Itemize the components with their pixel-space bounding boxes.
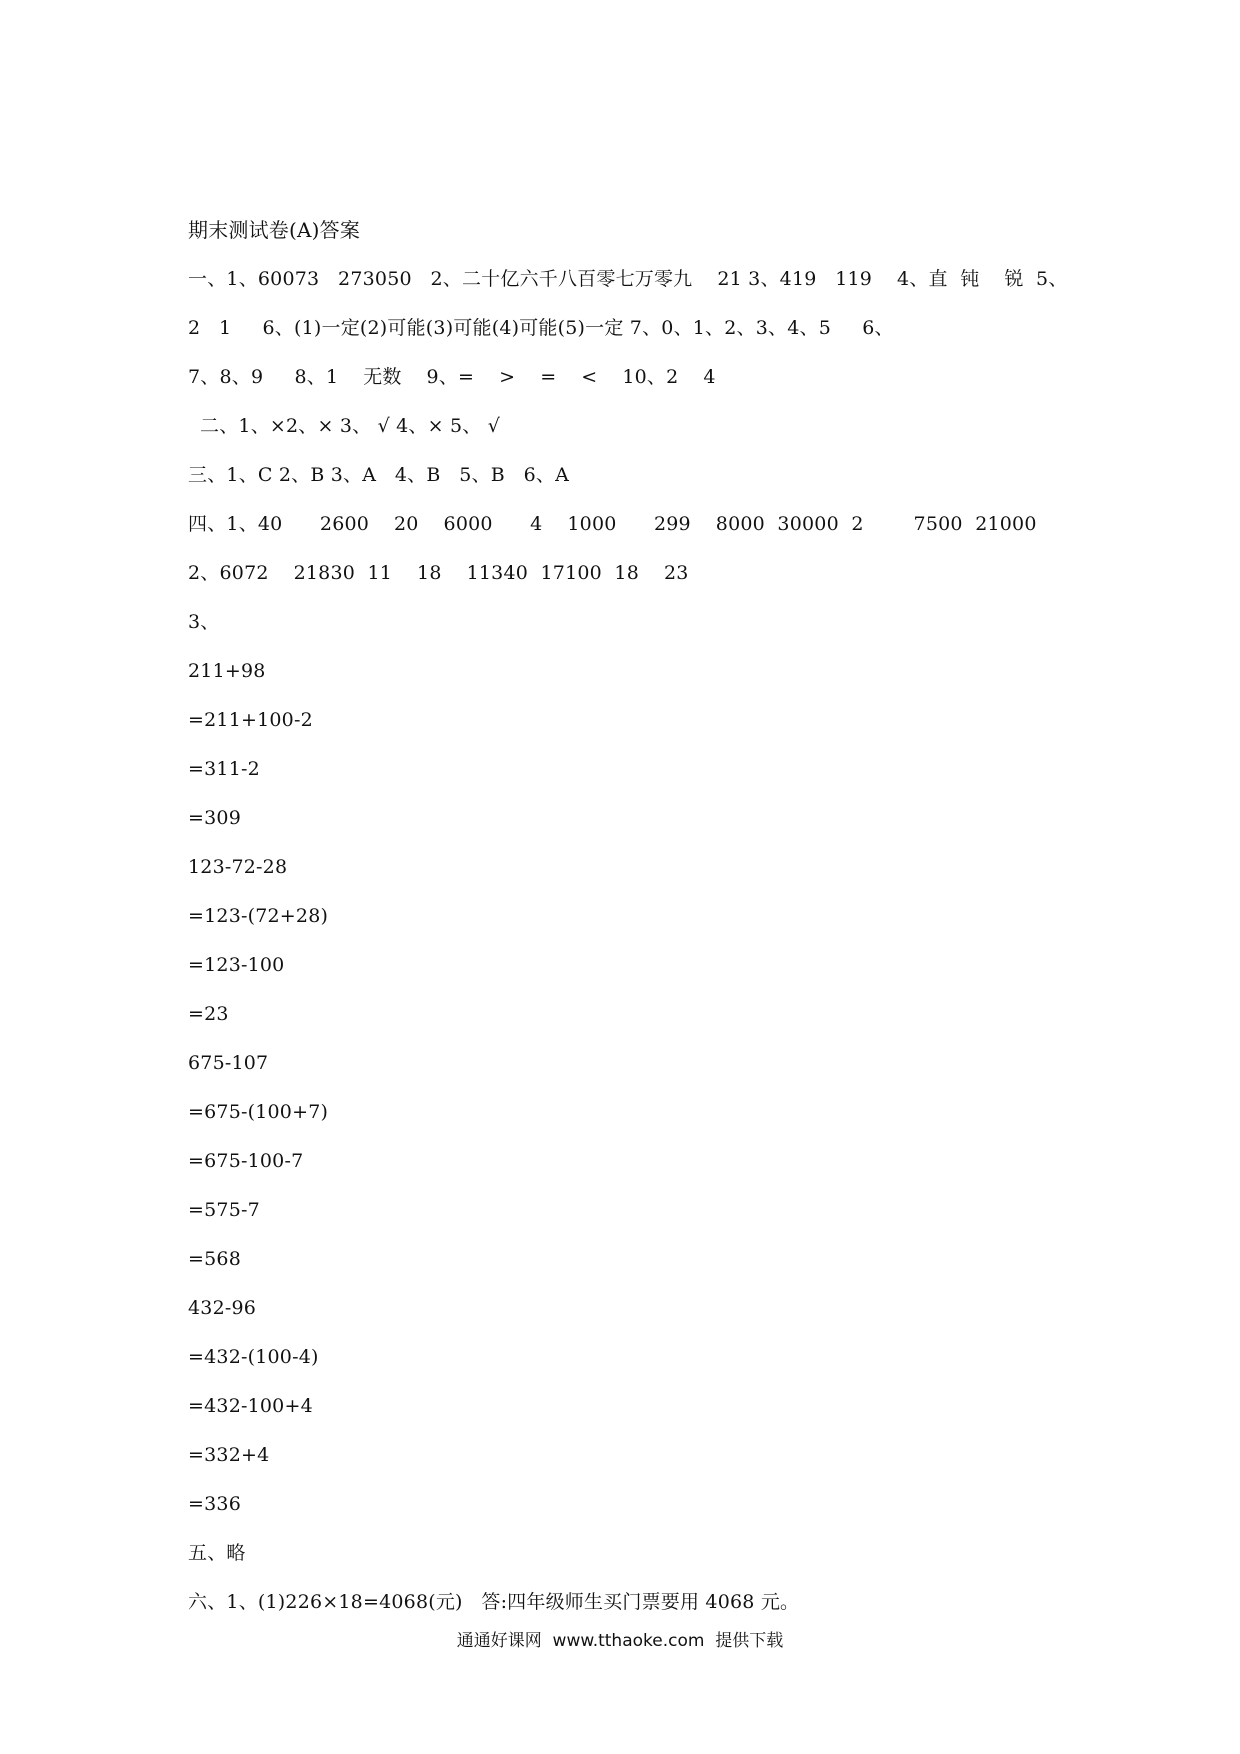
calc-line: =675-100-7 [188,1150,304,1172]
calc-line: =432-100+4 [188,1395,313,1417]
answer-line: 三、1、C 2、B 3、A 4、B 5、B 6、A [188,464,570,486]
calc-line: =123-(72+28) [188,905,329,927]
answer-line: 六、1、(1)226×18=4068(元) 答:四年级师生买门票要用 4068 元。 [188,1591,800,1613]
answer-line: 7、8、9 8、1 无数 9、= > = < 10、2 4 [188,366,716,388]
calc-line: =675-(100+7) [188,1101,329,1123]
calc-line: 675-107 [188,1052,269,1074]
answer-line: 四、1、40 2600 20 6000 4 1000 299 8000 30000 2 7500 21000 [188,513,1037,535]
calc-line: =568 [188,1248,241,1270]
answer-line: 2、6072 21830 11 18 11340 17100 18 23 [188,562,689,584]
answer-line: 二、1、×2、× 3、 √ 4、× 5、 √ [200,415,501,437]
page-footer: 通通好课网 www.tthaoke.com 提供下载 [456,1631,784,1651]
calc-line: =332+4 [188,1444,270,1466]
calc-line: =211+100-2 [188,709,313,731]
calc-line: =432-(100-4) [188,1346,319,1368]
answer-line: 一、1、60073 273050 2、二十亿六千八百零七万零九 21 3、419 119 4、直 钝 锐 5、 [188,268,1068,290]
calc-line: =311-2 [188,758,260,780]
answer-content [188,206,1088,1627]
calc-line: =23 [188,1003,229,1025]
calc-line: =336 [188,1493,241,1515]
answer-line: 五、略 [188,1542,246,1564]
calc-line: 432-96 [188,1297,257,1319]
calc-line: =123-100 [188,954,285,976]
calc-line: =309 [188,807,241,829]
answer-line: 3、 [188,611,220,633]
calc-line: =575-7 [188,1199,260,1221]
calc-line: 211+98 [188,660,266,682]
calc-line: 123-72-28 [188,856,288,878]
answer-line: 2 1 6、(1)一定(2)可能(3)可能(4)可能(5)一定 7、0、1、2、3、4、5 6、 [188,317,894,339]
document-title: 期末测试卷(A)答案 [188,218,361,242]
